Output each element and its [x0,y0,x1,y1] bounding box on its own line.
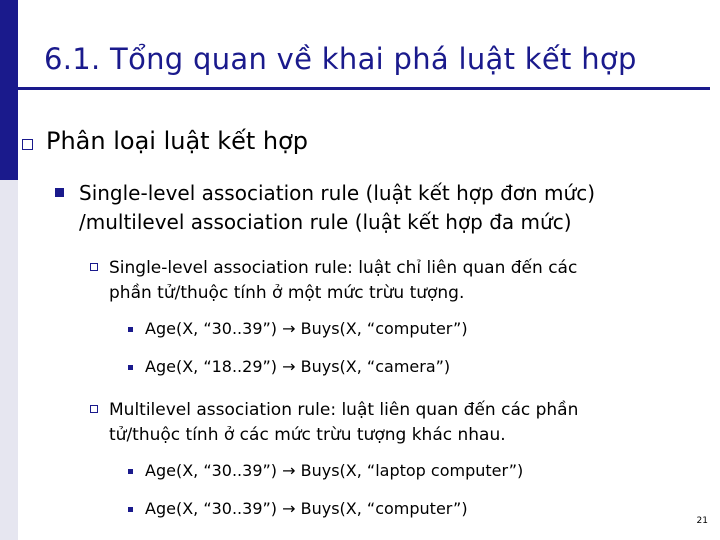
bullet-hollow-square-icon [22,139,33,150]
bullet-hollow-square-icon [90,263,98,271]
single-level-desc-line-2: phần tử/thuộc tính ở một mức trừu tượng. [109,283,465,303]
multilevel-desc-line-1: Multilevel association rule: luật liên quan đến các phần [109,400,579,420]
rule-rhs: Buys(X, “laptop computer”) [300,461,524,480]
example-rule [145,499,468,518]
slide-title: 6.1. Tổng quan về khai phá luật kết hợp [44,42,637,76]
rule-rhs: Buys(X, “computer”) [300,499,468,518]
single-level-desc-line-1: Single-level association rule: luật chỉ liên quan đến các [109,258,578,278]
rule-lhs: Age(X, “30..39”) [145,319,278,338]
right-arrow-icon: → [282,499,296,518]
level1-heading: Phân loại luật kết hợp [46,127,309,155]
level2-line-1: Single-level association rule (luật kết hợp đơn mức) [79,181,596,205]
multilevel-desc-line-2: tử/thuộc tính ở các mức trừu tượng khác nhau. [109,425,506,445]
rule-rhs: Buys(X, “computer”) [300,319,468,338]
page-number: 21 [696,516,708,526]
rule-lhs: Age(X, “30..39”) [145,461,278,480]
level2-line-2: /multilevel association rule (luật kết hợp đa mức) [79,210,572,234]
right-arrow-icon: → [282,461,296,480]
example-rule [145,357,450,376]
bullet-small-square-icon [128,507,133,512]
bullet-filled-square-icon [55,188,64,197]
rule-lhs: Age(X, “18..29”) [145,357,278,376]
bullet-small-square-icon [128,365,133,370]
rule-rhs: Buys(X, “camera”) [300,357,451,376]
right-arrow-icon: → [282,319,296,338]
bullet-small-square-icon [128,327,133,332]
bullet-hollow-square-icon [90,405,98,413]
example-rule [145,461,523,480]
sidebar-light-bar [0,180,18,540]
sidebar-accent-bar [0,0,18,180]
rule-lhs: Age(X, “30..39”) [145,499,278,518]
example-rule [145,319,468,338]
title-divider [18,87,710,90]
bullet-small-square-icon [128,469,133,474]
right-arrow-icon: → [282,357,296,376]
